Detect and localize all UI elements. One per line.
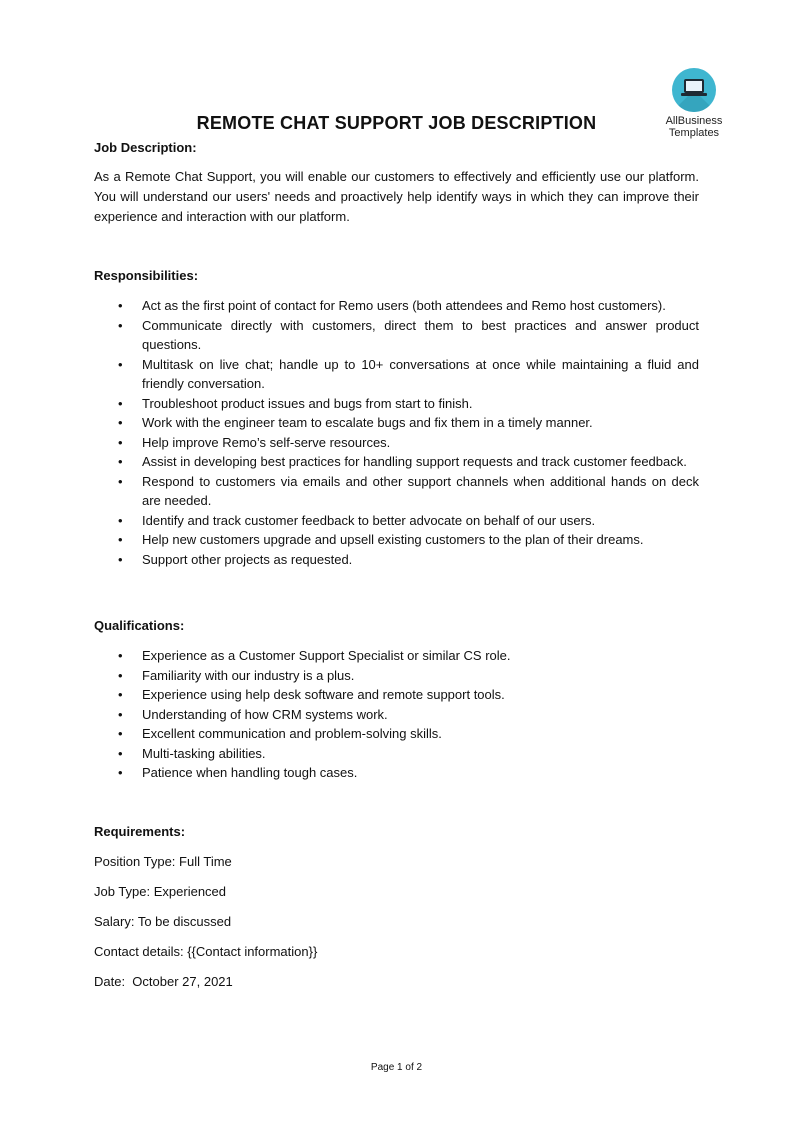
list-item: • Work with the engineer team to escalate bugs and fix them in a timely manner.	[94, 413, 699, 433]
list-item: • Identify and track customer feedback to better advocate on behalf of our users.	[94, 511, 699, 531]
list-item: • Help new customers upgrade and upsell existing customers to the plan of their dreams.	[94, 530, 699, 550]
qualifications-list	[94, 646, 699, 783]
logo-line-2: Templates	[668, 127, 720, 139]
responsibilities-heading: Responsibilities:	[94, 268, 199, 283]
responsibilities-list	[94, 296, 699, 569]
list-item: • Familiarity with our industry is a plus.	[94, 666, 699, 686]
list-item: • Multitask on live chat; handle up to 10+ conversations at once while maintaining a fluid and friendly conversation.	[94, 355, 699, 394]
job-description-heading: Job Description:	[94, 140, 197, 155]
list-item: • Experience using help desk software and remote support tools.	[94, 685, 699, 705]
list-item: • Act as the first point of contact for Remo users (both attendees and Remo host customers).	[94, 296, 699, 316]
requirements-heading: Requirements:	[94, 824, 186, 839]
qualifications-heading: Qualifications:	[94, 618, 185, 633]
list-item: • Patience when handling tough cases.	[94, 763, 699, 783]
laptop-icon	[672, 68, 716, 112]
list-item: • Experience as a Customer Support Specialist or similar CS role.	[94, 646, 699, 666]
salary: Salary: To be discussed	[94, 914, 232, 929]
list-item: • Multi-tasking abilities.	[94, 744, 699, 764]
list-item: • Excellent communication and problem-solving skills.	[94, 724, 699, 744]
position-type: Position Type: Full Time	[94, 854, 232, 869]
job-type: Job Type: Experienced	[94, 884, 227, 899]
contact-details: Contact details: {{Contact information}}	[94, 944, 318, 959]
list-item: • Troubleshoot product issues and bugs from start to finish.	[94, 394, 699, 414]
page-number: Page 1 of 2	[370, 1062, 423, 1073]
list-item: • Communicate directly with customers, direct them to best practices and answer product questions.	[94, 316, 699, 355]
document-title: REMOTE CHAT SUPPORT JOB DESCRIPTION	[196, 113, 597, 133]
list-item: • Respond to customers via emails and other support channels when additional hands on deck are needed.	[94, 472, 699, 511]
list-item: • Assist in developing best practices for handling support requests and track customer feedback.	[94, 452, 699, 472]
job-description-body: As a Remote Chat Support, you will enable our customers to effectively and efficiently use our platform. You will understand our users' needs and proactively help identify ways in which they can improve their experience and interaction with our platform.	[94, 169, 699, 224]
list-item: • Support other projects as requested.	[94, 550, 699, 570]
date: Date: October 27, 2021	[94, 974, 233, 989]
list-item: • Help improve Remo’s self-serve resources.	[94, 433, 699, 453]
list-item: • Understanding of how CRM systems work.	[94, 705, 699, 725]
logo-line-1: AllBusiness	[665, 115, 723, 127]
